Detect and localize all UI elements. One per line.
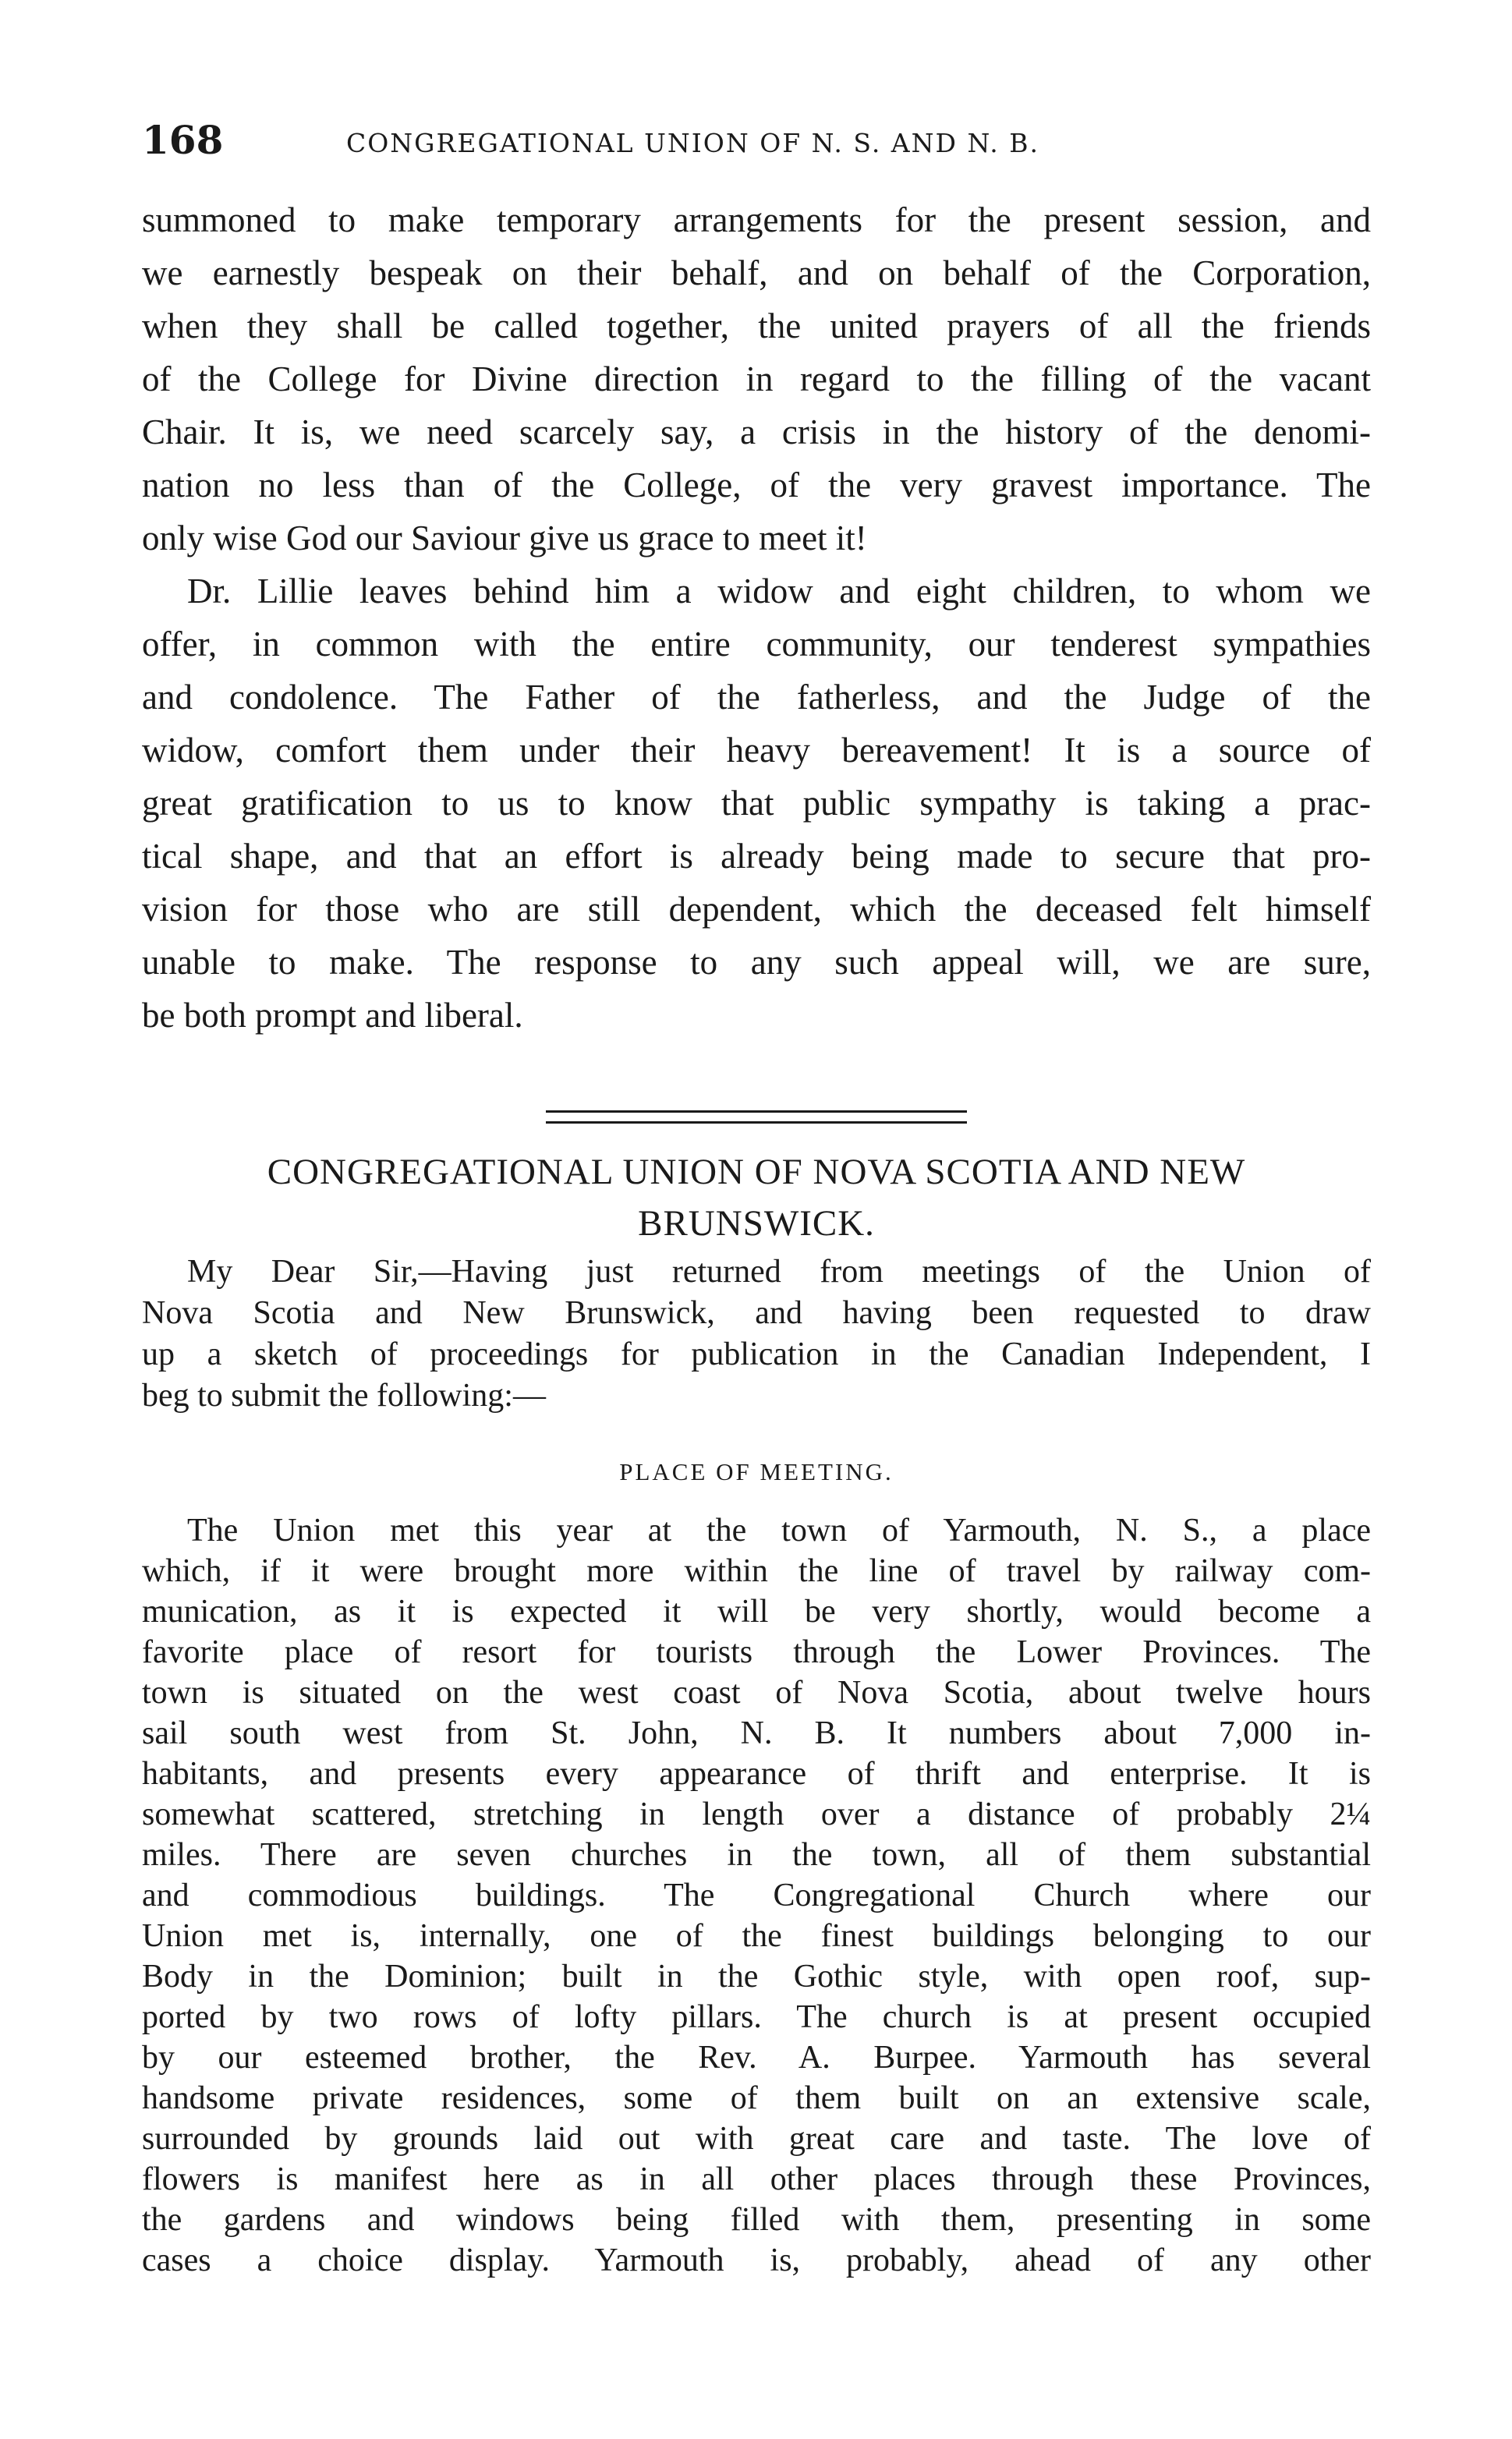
text-line: habitants, and presents every appearance of thrift and enterprise. It is	[142, 1756, 1371, 1792]
text-line: only wise God our Saviour give us grace to meet it!	[142, 519, 867, 558]
letter-opening	[142, 1251, 1371, 1417]
obituary-paragraphs	[142, 193, 1371, 1042]
text-line: of the College for Divine direction in regard to the filling of the vacant	[142, 359, 1371, 398]
text-line: Dr. Lillie leaves behind him a widow and eight children, to whom we	[187, 572, 1371, 611]
text-line: cases a choice display. Yarmouth is, probably, ahead of any other	[142, 2243, 1371, 2278]
article-title-line: BRUNSWICK.	[638, 1203, 875, 1244]
text-line: we earnestly bespeak on their behalf, and on behalf of the Corporation,	[142, 253, 1371, 292]
article-title	[142, 1146, 1371, 1249]
text-line: when they shall be called together, the united prayers of all the friends	[142, 306, 1371, 345]
section-heading: PLACE OF MEETING.	[619, 1458, 894, 1485]
text-line: Body in the Dominion; built in the Gothic style, with open roof, sup-	[142, 1959, 1371, 1995]
text-line: unable to make. The response to any such appeal will, we are sure,	[142, 943, 1371, 982]
text-line: up a sketch of proceedings for publication in the Canadian Independent, I	[142, 1336, 1371, 1372]
text-line: be both prompt and liberal.	[142, 996, 523, 1035]
text-line: flowers is manifest here as in all other places through these Provinces,	[142, 2161, 1371, 2197]
text-line: The Union met this year at the town of Yarmouth, N. S., a place	[187, 1513, 1371, 1549]
text-line: Chair. It is, we need scarcely say, a crisis in the history of the denomi-	[142, 412, 1371, 451]
text-line: Union met is, internally, one of the finest buildings belonging to our	[142, 1918, 1371, 1954]
page-header	[142, 117, 1371, 172]
place-of-meeting-paragraph	[142, 1510, 1371, 2281]
text-line: ported by two rows of lofty pillars. The church is at present occupied	[142, 1999, 1371, 2035]
divider-rule-top	[546, 1110, 967, 1113]
text-line: town is situated on the west coast of Nova Scotia, about twelve hours	[142, 1675, 1371, 1711]
text-line: and commodious buildings. The Congregational Church where our	[142, 1878, 1371, 1913]
text-line: favorite place of resort for tourists through the Lower Provinces. The	[142, 1634, 1371, 1670]
text-line: somewhat scattered, stretching in length over a distance of probably 2¼	[142, 1797, 1371, 1832]
article-title-line: CONGREGATIONAL UNION OF NOVA SCOTIA AND NEW	[267, 1152, 1246, 1192]
text-line: handsome private residences, some of them built on an extensive scale,	[142, 2080, 1371, 2116]
text-line: nation no less than of the College, of the very gravest importance. The	[142, 465, 1371, 504]
text-line: and condolence. The Father of the fatherless, and the Judge of the	[142, 678, 1371, 717]
text-line: munication, as it is expected it will be very shortly, would become a	[142, 1594, 1371, 1630]
text-line: offer, in common with the entire community, our tenderest sympathies	[142, 625, 1371, 664]
running-head: CONGREGATIONAL UNION OF N. S. AND N. B.	[346, 128, 1039, 158]
text-line: beg to submit the following:—	[142, 1378, 546, 1414]
text-line: the gardens and windows being filled with them, presenting in some	[142, 2202, 1371, 2238]
text-line: summoned to make temporary arrangements for the present session, and	[142, 200, 1371, 239]
text-line: sail south west from St. John, N. B. It numbers about 7,000 in-	[142, 1715, 1371, 1751]
page-number: 168	[142, 117, 224, 163]
text-line: tical shape, and that an effort is already being made to secure that pro-	[142, 837, 1371, 876]
text-line: Nova Scotia and New Brunswick, and having been requested to draw	[142, 1295, 1371, 1331]
divider-rule-bottom	[546, 1121, 967, 1124]
text-line: which, if it were brought more within the line of travel by railway com-	[142, 1553, 1371, 1589]
text-line: miles. There are seven churches in the town, all of them substantial	[142, 1837, 1371, 1873]
text-line: vision for those who are still dependent, which the deceased felt himself	[142, 890, 1371, 929]
text-line: My Dear Sir,—Having just returned from meetings of the Union of	[187, 1254, 1371, 1290]
text-line: surrounded by grounds laid out with great care and taste. The love of	[142, 2121, 1371, 2157]
text-line: widow, comfort them under their heavy bereavement! It is a source of	[142, 731, 1371, 770]
text-line: by our esteemed brother, the Rev. A. Burpee. Yarmouth has several	[142, 2040, 1371, 2076]
text-line: great gratification to us to know that public sympathy is taking a prac-	[142, 784, 1371, 823]
